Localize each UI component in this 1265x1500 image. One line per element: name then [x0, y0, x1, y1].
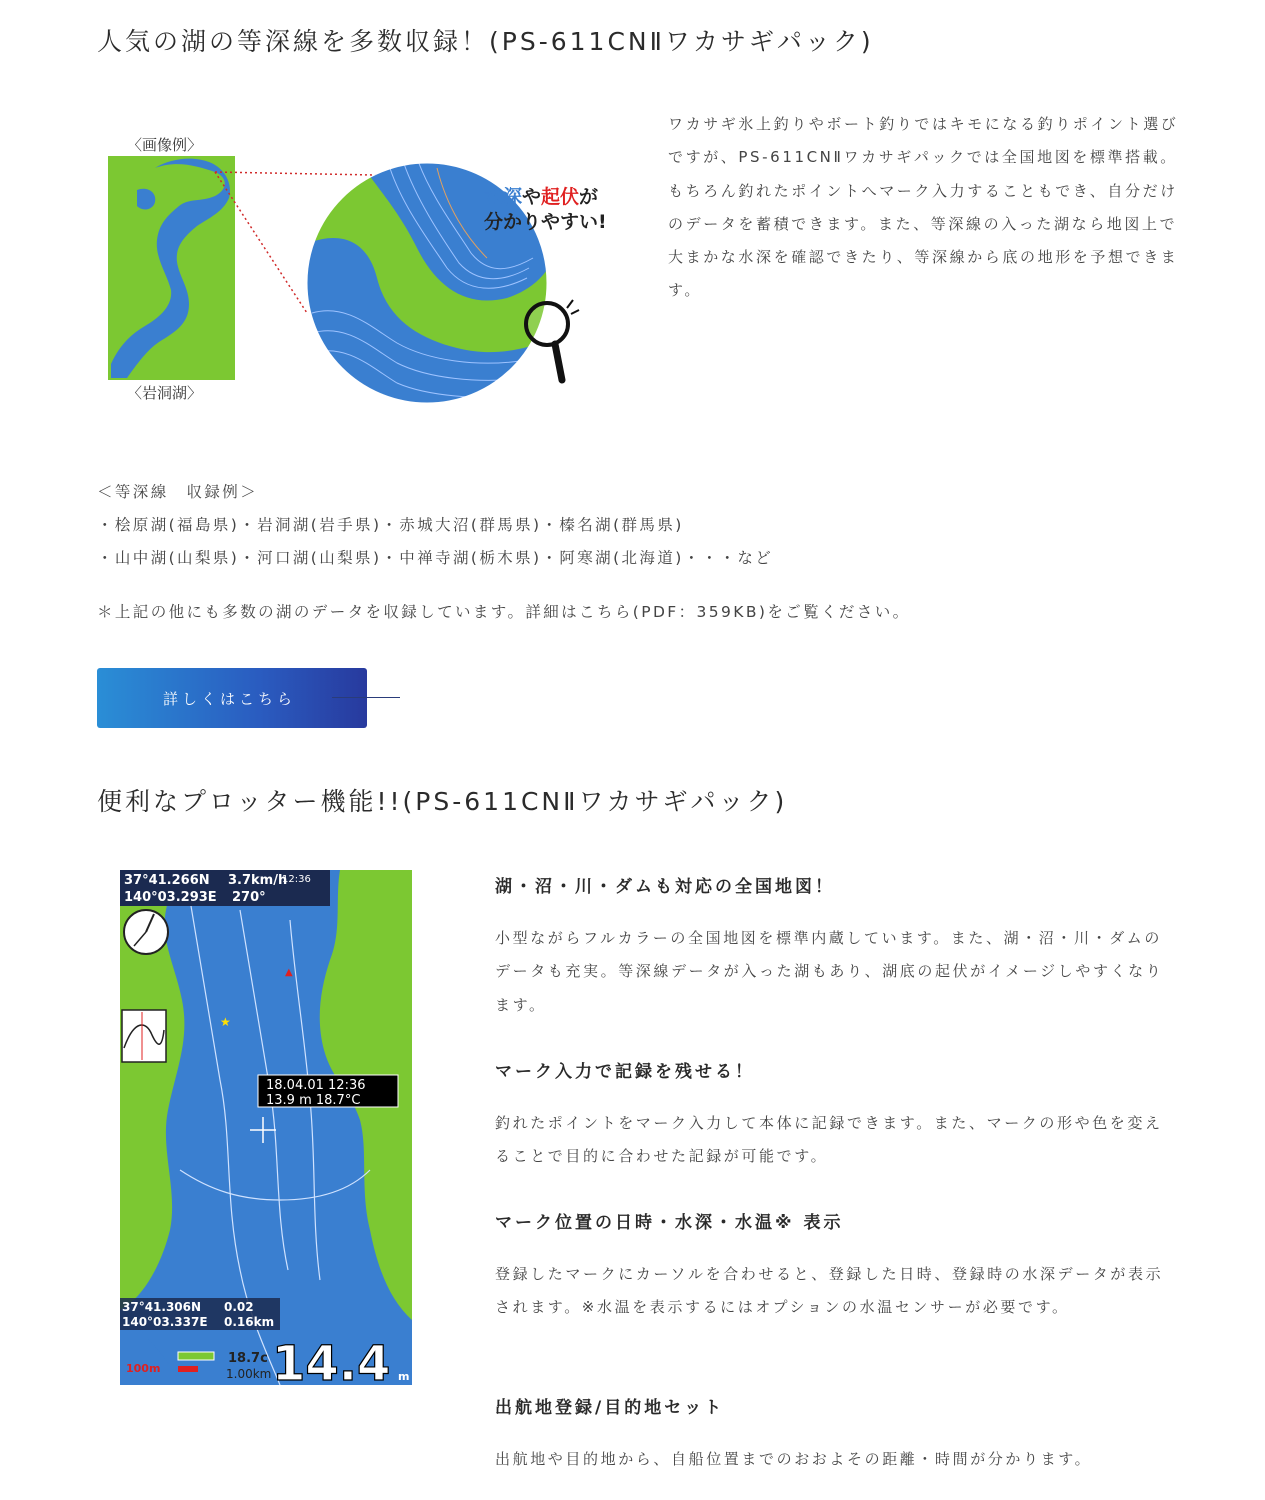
screen-lon2: 140°03.337E	[122, 1315, 208, 1329]
contour-list-heading: ＜等深線 収録例＞	[97, 483, 259, 501]
compass-icon	[124, 910, 168, 954]
feature-heading-route: 出航地登録/目的地セット	[495, 1398, 725, 1418]
screen-scale: 1.00km	[226, 1367, 272, 1381]
image-label-bottom: 〈岩洞湖〉	[127, 384, 203, 402]
image-label-top: 〈画像例〉	[127, 136, 203, 154]
popup-depth-temp: 13.9 m 18.7°C	[266, 1093, 361, 1108]
contour-list-line-1: ・桧原湖(福島県)・岩洞湖(岩手県)・赤城大沼(群馬県)・榛名湖(群馬県)	[97, 516, 684, 534]
callout-depth: 水深	[484, 186, 523, 208]
callout-ya: や	[522, 186, 542, 208]
feature-text-info: 登録したマークにカーソルを合わせると、登録した日時、登録時の水深データが表示されます。※水温を表示するにはオプションの水温センサーが必要です。	[495, 1265, 1164, 1317]
screen-time: 12:36	[282, 874, 311, 885]
screen-lat2: 37°41.306N	[122, 1300, 202, 1314]
svg-text:水深や起伏が	[484, 185, 598, 208]
screen-temp: 18.7c	[228, 1351, 268, 1366]
feature-text-mark: 釣れたポイントをマーク入力して本体に記録できます。また、マークの形や色を変えることで目的に合わせた記録が可能です。	[495, 1114, 1163, 1166]
feature-text-map: 小型ながらフルカラーの全国地図を標準内蔵しています。また、湖・沼・川・ダムのデータも充実。等深線データが入った湖もあり、湖底の起伏がイメージしやすくなります。	[495, 929, 1164, 1014]
screen-speed: 3.7km/h	[228, 873, 288, 888]
magnifier-icon	[526, 300, 579, 380]
tide-graph-icon	[122, 1010, 166, 1062]
screen-dist: 0.02	[224, 1300, 254, 1314]
mark-point-icon: ▲	[285, 967, 293, 978]
callout-relief: 起伏	[541, 186, 580, 208]
plotter-screen-image	[120, 870, 412, 1385]
lake-map-illustration	[97, 128, 617, 408]
screen-lon: 140°03.293E	[124, 890, 217, 905]
screen-lat: 37°41.266N	[124, 873, 210, 888]
callout-ga: が	[579, 186, 599, 208]
details-button[interactable]: 詳しくはこちら	[97, 668, 367, 728]
contour-list-line-2: ・山中湖(山梨県)・河口湖(山梨県)・中禅寺湖(栃木県)・阿寒湖(北海道)・・・など	[97, 549, 774, 567]
screen-dist2: 0.16km	[224, 1315, 275, 1329]
feature-heading-mark: マーク入力で記録を残せる！	[495, 1062, 755, 1082]
section-title-contour: 人気の湖の等深線を多数収録！(PS-611CNⅡワカサギパック)	[97, 27, 874, 56]
feature-heading-map: 湖・沼・川・ダムも対応の全国地図！	[495, 877, 835, 897]
screen-depth-unit: m	[398, 1370, 410, 1383]
popup-datetime: 18.04.01 12:36	[266, 1078, 366, 1093]
screen-range: 100m	[126, 1362, 161, 1375]
button-decor-line	[332, 697, 400, 698]
section-title-plotter: 便利なプロッター機能!!(PS-611CNⅡワカサギパック)	[97, 787, 788, 816]
feature-text-route: 出航地や目的地から、自船位置までのおおよその距離・時間が分かります。	[495, 1450, 1093, 1468]
feature-heading-info: マーク位置の日時・水深・水温※ 表示	[495, 1213, 844, 1233]
mark-star-icon: ★	[220, 1015, 231, 1029]
section1-description: ワカサギ氷上釣りやボート釣りではキモになる釣りポイント選びですが、PS-611CNⅡワカサギパックでは全国地図を標準搭載。もちろん釣れたポイントへマーク入力することもでき、自分だけのデータを蓄積できます。また、等深線の入った湖なら地図上で大まかな水深を確認できたり、等深線から底の地形を予想できます。	[668, 115, 1179, 300]
contour-list-note[interactable]: ＊上記の他にも多数の湖のデータを収録しています。詳細はこちら(PDF：359KB)をご覧ください。	[97, 603, 911, 621]
screen-depth: 14.4	[272, 1336, 391, 1385]
screen-heading: 270°	[232, 890, 266, 905]
callout-easy: 分かりやすい!	[484, 211, 607, 233]
